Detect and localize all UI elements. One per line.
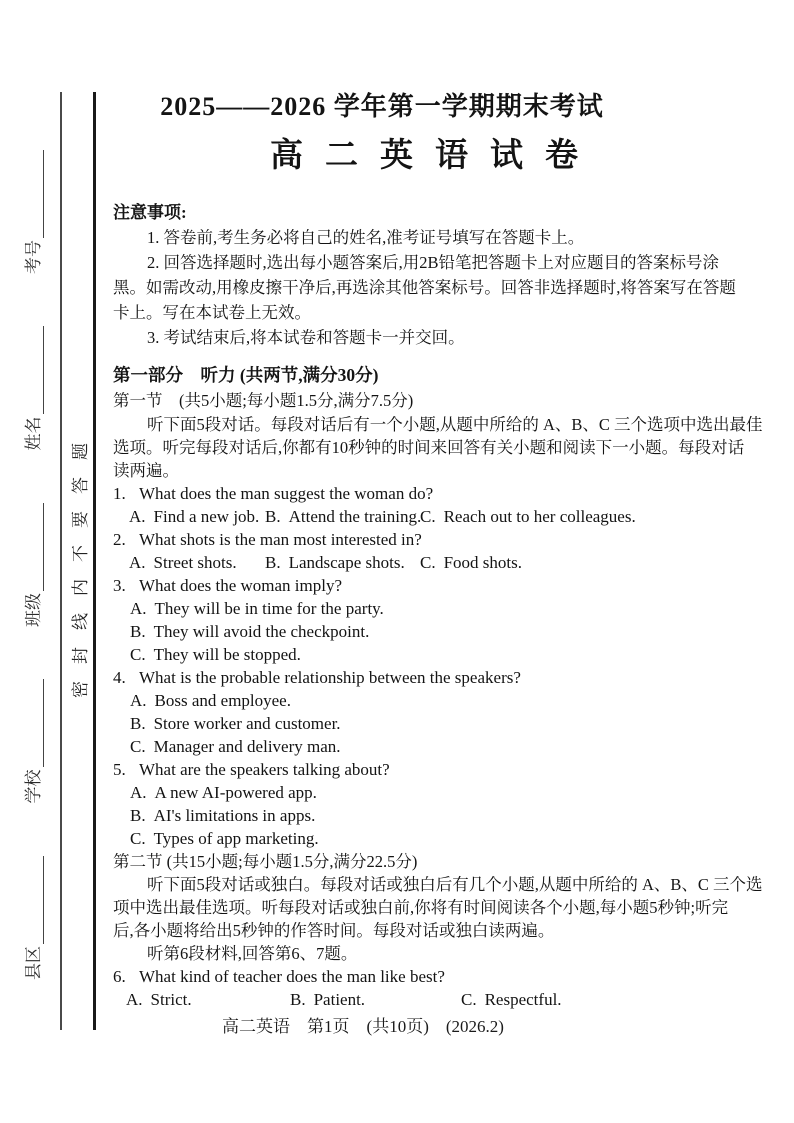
option-letter: A. [129, 553, 146, 572]
option-text: They will be stopped. [153, 645, 301, 664]
option-text: They will be in time for the party. [154, 599, 384, 618]
option-text: Manager and delivery man. [153, 737, 341, 756]
notice-line: 卡上。写在本试卷上无效。 [113, 303, 311, 322]
question-number: 4. [113, 668, 126, 687]
option-letter: C. [461, 990, 477, 1009]
option [290, 988, 461, 1011]
option-letter: B. [290, 990, 306, 1009]
question-stem [113, 666, 781, 689]
option-letter: A. [126, 990, 143, 1009]
option-letter: B. [130, 622, 146, 641]
option-text: Respectful. [484, 990, 562, 1009]
option-letter: B. [130, 806, 146, 825]
question-number: 3. [113, 576, 126, 595]
field-class-label: 班级 [24, 593, 43, 627]
question-options [113, 505, 781, 528]
section2-intro-line: 项中选出最佳选项。听每段对话或独白前,你将有时间阅读各个小题,每小题5秒钟;听完 [113, 898, 729, 917]
page-footer: 高二英语 第1页 (共10页) (2026.2) [222, 1017, 504, 1036]
material-note: 听第6段材料,回答第6、7题。 [147, 944, 358, 963]
option-letter: B. [265, 553, 281, 572]
field-school-label: 学校 [24, 769, 43, 804]
option [113, 804, 781, 827]
option-letter: C. [420, 507, 436, 526]
question-options [113, 551, 781, 574]
option-text: Street shots. [153, 553, 237, 572]
exam-content [113, 90, 781, 1011]
question-number: 1. [113, 484, 126, 503]
notice-heading: 注意事项: [113, 203, 187, 222]
section1-intro-line: 听下面5段对话。每段对话后有一个小题,从题中所给的 A、B、C 三个选项中选出最佳 [147, 415, 763, 434]
option [113, 620, 781, 643]
option-text: Types of app marketing. [153, 829, 319, 848]
option-letter: C. [420, 553, 436, 572]
option-letter: C. [130, 737, 146, 756]
notice-line: 3. 考试结束后,将本试卷和答题卡一并交回。 [147, 328, 465, 347]
option-text: Food shots. [443, 553, 523, 572]
option [129, 551, 265, 574]
option [126, 988, 290, 1011]
section1-heading: 第一节 (共5小题;每小题1.5分,满分7.5分) [113, 391, 414, 410]
option-text: AI's limitations in apps. [153, 806, 316, 825]
question-text: What is the probable relationship between the speakers? [139, 668, 521, 687]
option-letter: C. [130, 829, 146, 848]
seal-text: 密封线内不要答题 [70, 426, 90, 698]
option-letter: B. [130, 714, 146, 733]
field-name-label: 姓名 [24, 416, 43, 451]
question-stem [113, 528, 781, 551]
blank-line [41, 150, 44, 238]
field-school [19, 680, 44, 804]
field-examno-label: 考号 [24, 240, 43, 274]
question-text: What kind of teacher does the man like best? [139, 967, 445, 986]
section2-heading: 第二节 (共15小题;每小题1.5分,满分22.5分) [113, 852, 418, 871]
option [420, 551, 522, 574]
option [113, 735, 781, 758]
option [113, 597, 781, 620]
notice-line: 黑。如需改动,用橡皮擦干净后,再选涂其他答案标号。回答非选择题时,将答案写在答题 [113, 278, 736, 297]
option-text: Landscape shots. [288, 553, 405, 572]
option-text: Attend the training. [288, 507, 422, 526]
option [461, 988, 562, 1011]
section1-intro-line: 选项。听完每段对话后,你都有10秒钟的时间来回答有关小题和阅读下一小题。每段对话 [113, 438, 745, 457]
question-number: 2. [113, 530, 126, 549]
section2-intro-line: 后,各小题将给出5秒钟的作答时间。每段对话或独白读两遍。 [113, 921, 555, 940]
blank-line [41, 327, 44, 415]
option-letter: A. [130, 691, 147, 710]
option [265, 551, 420, 574]
question-text: What shots is the man most interested in? [139, 530, 422, 549]
option [113, 781, 781, 804]
option [265, 505, 420, 528]
option-text: Strict. [150, 990, 192, 1009]
question-stem [113, 574, 781, 597]
notice-line: 1. 答卷前,考生务必将自己的姓名,准考证号填写在答题卡上。 [147, 228, 585, 247]
option-letter: B. [265, 507, 281, 526]
field-name [19, 327, 44, 451]
question-options [113, 988, 781, 1011]
option-letter: C. [130, 645, 146, 664]
option [113, 643, 781, 666]
field-examno [19, 150, 44, 274]
student-info-strip [8, 150, 44, 980]
option-text: Boss and employee. [154, 691, 291, 710]
field-district-label: 县区 [24, 946, 43, 980]
option-text: Find a new job. [153, 507, 260, 526]
section2-intro-line: 听下面5段对话或独白。每段对话或独白后有几个小题,从题中所给的 A、B、C 三个选 [147, 875, 763, 894]
option-text: They will avoid the checkpoint. [153, 622, 370, 641]
option-text: Patient. [313, 990, 366, 1009]
field-class [19, 503, 44, 627]
option [129, 505, 265, 528]
option [420, 505, 636, 528]
exam-paper-title: 高二英语试卷 [270, 138, 600, 174]
field-district [19, 856, 44, 980]
part1-heading: 第一部分 听力 (共两节,满分30分) [113, 365, 379, 385]
option-text: Store worker and customer. [153, 714, 341, 733]
blank-line [41, 680, 44, 768]
option-letter: A. [129, 507, 146, 526]
option-letter: A. [130, 783, 147, 802]
exam-session-title: 2025——2026 学年第一学期期末考试 [160, 92, 604, 121]
question-text: What does the man suggest the woman do? [139, 484, 434, 503]
question-stem [113, 482, 781, 505]
option [113, 689, 781, 712]
question-number: 5. [113, 760, 126, 779]
blank-line [41, 503, 44, 591]
section1-intro-line: 读两遍。 [113, 461, 179, 480]
blank-line [41, 856, 44, 944]
option-text: A new AI-powered app. [154, 783, 317, 802]
question-stem [113, 965, 781, 988]
option [113, 827, 781, 850]
question-stem [113, 758, 781, 781]
option-text: Reach out to her colleagues. [443, 507, 636, 526]
question-text: What does the woman imply? [139, 576, 343, 595]
question-text: What are the speakers talking about? [139, 760, 390, 779]
question-number: 6. [113, 967, 126, 986]
option-letter: A. [130, 599, 147, 618]
notice-line: 2. 回答选择题时,选出每小题答案后,用2B铅笔把答题卡上对应题目的答案标号涂 [147, 253, 720, 272]
option [113, 712, 781, 735]
